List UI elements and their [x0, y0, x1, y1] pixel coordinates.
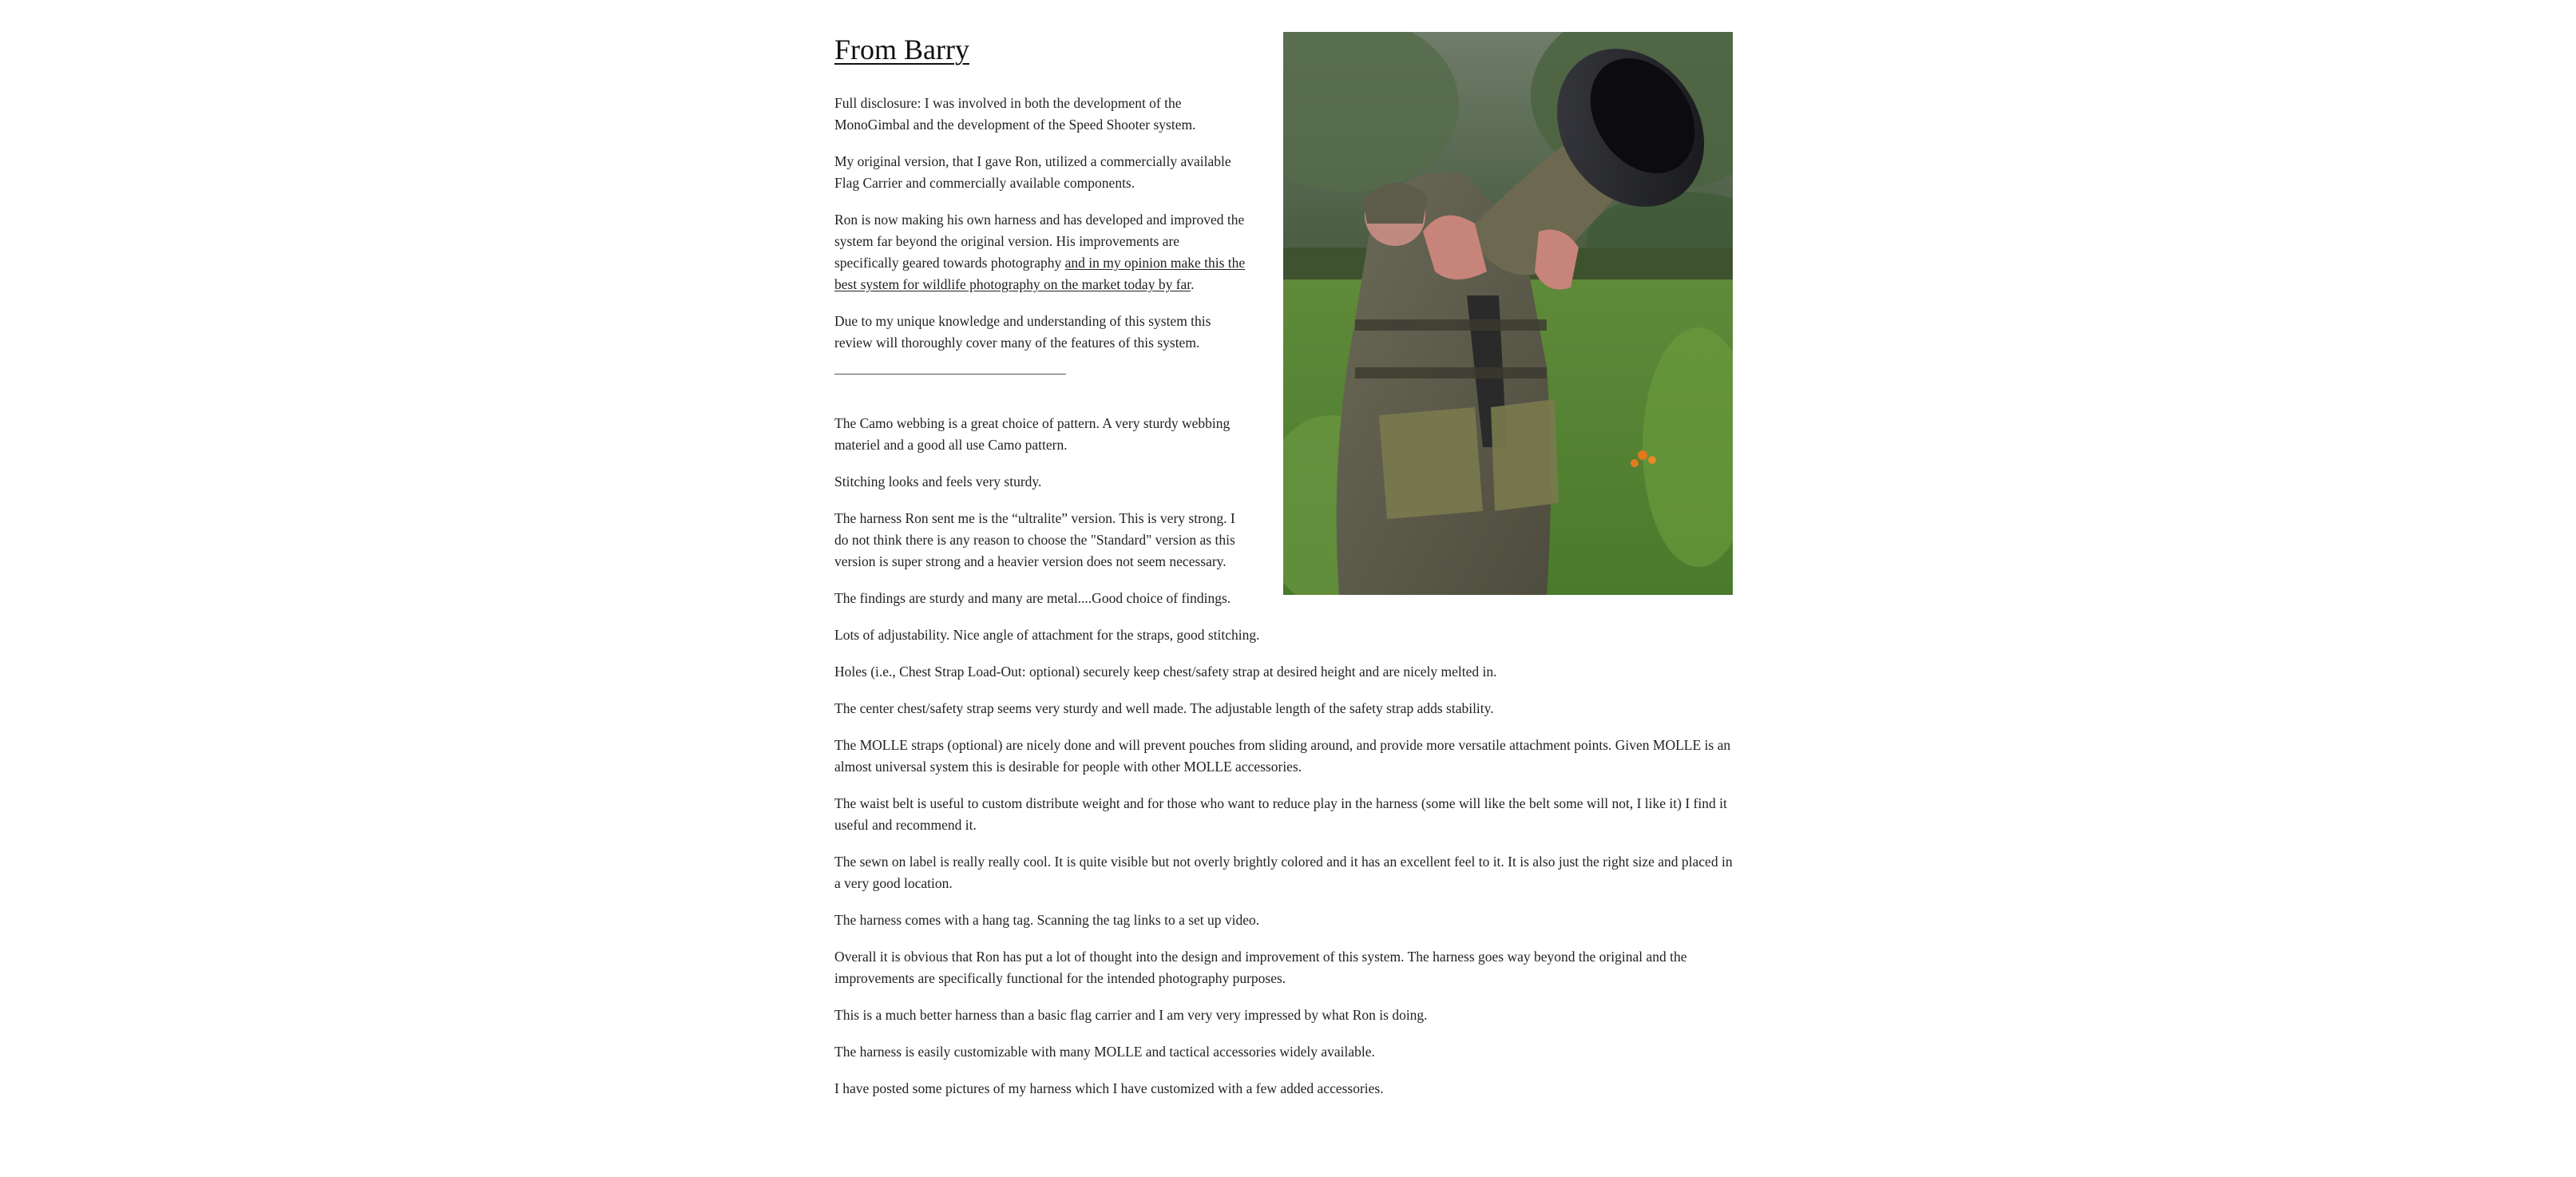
- review-point: The harness Ron sent me is the “ultralite” version. This is very strong. I do not think there is any reason to choose the "Standard" version as this version is super strong and a heavier version does not seem necessary.: [834, 510, 1235, 569]
- ron-paragraph-end: .: [1191, 276, 1195, 292]
- review-point: Overall it is obvious that Ron has put a lot of thought into the design and improvement of this system. The harness goes way beyond the original and the improvements are specifically functional for the intended photography purposes.: [834, 949, 1687, 986]
- review-point: The MOLLE straps (optional) are nicely done and will prevent pouches from sliding around, and provide more versatile attachment points. Given MOLLE is an almost universal system this is desirable for people with other MOLLE accessories.: [834, 737, 1731, 775]
- photographer-photo-graphic: [1283, 32, 1733, 595]
- intro-paragraph: My original version, that I gave Ron, utilized a commercially available Flag Carrier and commercially available components.: [834, 153, 1231, 191]
- review-point: The Camo webbing is a great choice of pattern. A very sturdy webbing materiel and a good all use Camo pattern.: [834, 415, 1231, 453]
- review-point: The findings are sturdy and many are metal....Good choice of findings.: [834, 590, 1231, 606]
- review-point: The harness comes with a hang tag. Scanning the tag links to a set up video.: [834, 912, 1260, 928]
- page-title: From Barry: [834, 34, 969, 65]
- best-system-link[interactable]: and in my opinion make this the best system for wildlife photography on the market today by far: [834, 255, 1246, 292]
- knowledge-paragraph: Due to my unique knowledge and understanding of this system this review will thoroughly cover many of the features of this system.: [834, 313, 1211, 351]
- review-point: The sewn on label is really really cool. It is quite visible but not overly brightly colored and it has an excellent feel to it. It is also just the right size and placed in a very good location.: [834, 854, 1733, 891]
- intro-column: [834, 93, 1246, 573]
- review-points-list: [834, 588, 1733, 1100]
- review-point: I have posted some pictures of my harness which I have customized with a few added accessories.: [834, 1080, 1384, 1096]
- review-point: The waist belt is useful to custom distribute weight and for those who want to reduce play in the harness (some will like the belt some will not, I like it) I find it useful and recommend it.: [834, 795, 1727, 833]
- review-point: Stitching looks and feels very sturdy.: [834, 474, 1042, 489]
- review-point: Holes (i.e., Chest Strap Load-Out: optional) securely keep chest/safety strap at desired height and are nicely melted in.: [834, 664, 1497, 680]
- photographer-photo: [1283, 32, 1733, 595]
- review-point: Lots of adjustability. Nice angle of attachment for the straps, good stitching.: [834, 627, 1260, 643]
- ron-paragraph-text: Ron is now making his own harness and has developed and improved the system far beyond the original version. His improvements are specifically geared towards photography: [834, 212, 1245, 271]
- review-point: The harness is easily customizable with many MOLLE and tactical accessories widely available.: [834, 1044, 1375, 1060]
- review-point: The center chest/safety strap seems very sturdy and well made. The adjustable length of the safety strap adds stability.: [834, 700, 1494, 716]
- ron-paragraph: [834, 209, 1246, 295]
- review-point: This is a much better harness than a basic flag carrier and I am very very impressed by what Ron is doing.: [834, 1007, 1428, 1023]
- intro-paragraph: Full disclosure: I was involved in both the development of the MonoGimbal and the development of the Speed Shooter system.: [834, 95, 1196, 133]
- article: [834, 30, 1733, 1115]
